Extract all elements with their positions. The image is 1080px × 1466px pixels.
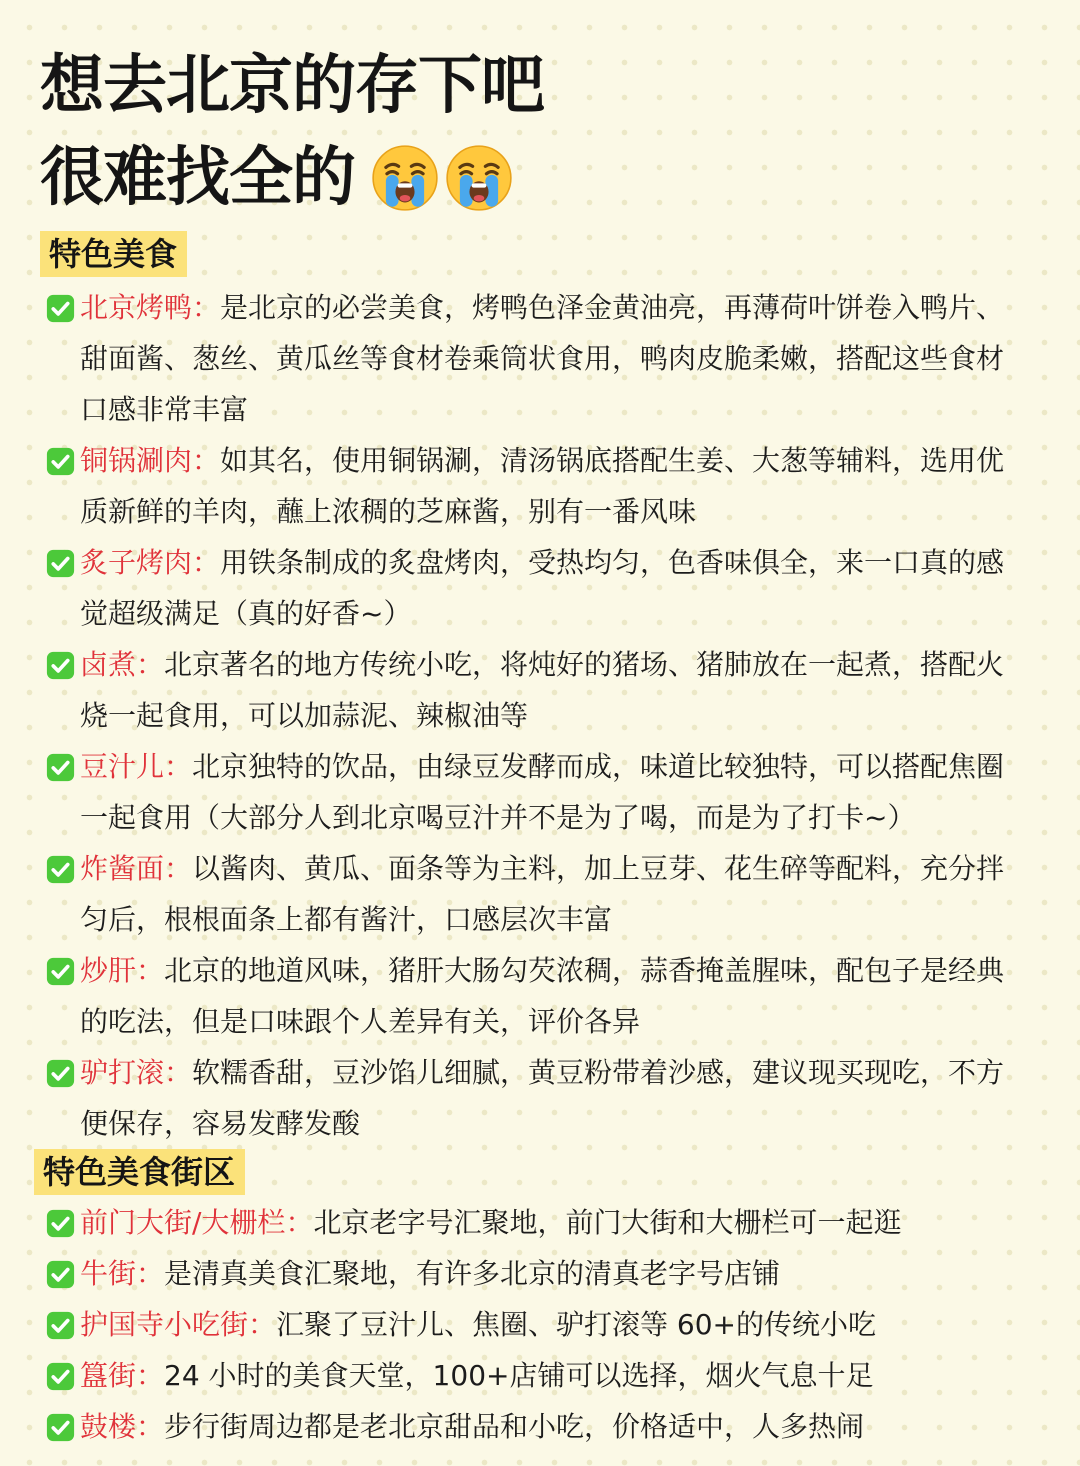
- item-line: [80, 996, 1044, 1047]
- item-name: 卤煮: [80, 648, 137, 681]
- specialty-food-list: [44, 282, 1044, 1149]
- item-line: [80, 384, 1044, 435]
- list-item: [44, 639, 1044, 741]
- list-item: [44, 843, 1044, 945]
- check-mark-button-icon: [46, 1413, 75, 1442]
- check-mark-button-icon: [46, 447, 75, 476]
- item-name: 北京烤鸭: [80, 291, 193, 324]
- item-line: [80, 894, 1044, 945]
- item-text: 一起食用（大部分人到北京喝豆汁并不是为了喝，而是为了打卡~）: [80, 801, 916, 834]
- item-text: 北京独特的饮品，由绿豆发酵而成，味道比较独特，可以搭配焦圈: [192, 750, 1005, 783]
- item-text: 便保存，容易发酵发酸: [80, 1107, 361, 1140]
- item-name-colon: ：: [164, 1056, 193, 1089]
- item-text: 北京的地道风味，猪肝大肠勾芡浓稠，蒜香掩盖腥味，配包子是经典: [164, 954, 1005, 987]
- item-line: [80, 945, 1044, 996]
- item-name-colon: ：: [164, 750, 193, 783]
- item-line: [80, 1299, 1044, 1350]
- item-name-colon: ：: [136, 1410, 165, 1443]
- item-text: 如其名，使用铜锅涮，清汤锅底搭配生姜、大葱等辅料，选用优: [220, 444, 1005, 477]
- item-name-colon: ：: [136, 1257, 165, 1290]
- check-mark-button-icon: [46, 1059, 75, 1088]
- item-text: 汇聚了豆汁儿、焦圈、驴打滚等 60+的传统小吃: [276, 1308, 877, 1341]
- check-mark-button-icon: [46, 651, 75, 680]
- list-item: [44, 741, 1044, 843]
- list-item: [44, 1047, 1044, 1149]
- item-line: [80, 1248, 1044, 1299]
- item-name: 鼓楼: [80, 1410, 137, 1443]
- item-text: 烧一起食用，可以加蒜泥、辣椒油等: [80, 699, 529, 732]
- item-line: [80, 1047, 1044, 1098]
- item-line: [80, 1401, 1044, 1452]
- list-item: [44, 1248, 1044, 1299]
- check-mark-button-icon: [46, 1311, 75, 1340]
- item-line: [80, 639, 1044, 690]
- check-mark-button-icon: [46, 957, 75, 986]
- item-text: 的吃法，但是口味跟个人差异有关，评价各异: [80, 1005, 641, 1038]
- item-line: [80, 282, 1044, 333]
- title-text-2: 很难找全的: [40, 141, 355, 215]
- item-name: 铜锅涮肉: [80, 444, 193, 477]
- list-item: [44, 1401, 1044, 1452]
- item-text: 用铁条制成的炙盘烤肉，受热均匀，色香味俱全，来一口真的感: [220, 546, 1005, 579]
- item-name: 炸酱面: [80, 852, 165, 885]
- item-name: 牛街: [80, 1257, 137, 1290]
- title-line-1: [40, 40, 544, 132]
- item-name-colon: ：: [285, 1206, 314, 1239]
- list-item: [44, 1299, 1044, 1350]
- title-text-1: 想去北京的存下吧: [40, 49, 544, 123]
- list-item: [44, 282, 1044, 435]
- item-name-colon: ：: [192, 291, 221, 324]
- check-mark-button-icon: [46, 294, 75, 323]
- item-name-colon: ：: [136, 1359, 165, 1392]
- item-name: 前门大街/大栅栏: [80, 1206, 286, 1239]
- item-name-colon: ：: [136, 954, 165, 987]
- item-name-colon: ：: [164, 852, 193, 885]
- item-text: 质新鲜的羊肉，蘸上浓稠的芝麻酱，别有一番风味: [80, 495, 697, 528]
- item-line: [80, 1197, 1044, 1248]
- item-line: [80, 588, 1044, 639]
- item-line: [80, 1098, 1044, 1149]
- item-line: [80, 843, 1044, 894]
- item-text: 24 小时的美食天堂，100+店铺可以选择，烟火气息十足: [164, 1359, 874, 1392]
- section-heading-specialty-food: 特色美食: [40, 231, 187, 277]
- item-text: 北京著名的地方传统小吃，将炖好的猪场、猪肺放在一起煮，搭配火: [164, 648, 1005, 681]
- item-text: 北京老字号汇聚地，前门大街和大栅栏可一起逛: [313, 1206, 902, 1239]
- list-item: [44, 537, 1044, 639]
- item-text: 甜面酱、葱丝、黄瓜丝等食材卷乘筒状食用，鸭肉皮脆柔嫩，搭配这些食材: [80, 342, 1005, 375]
- item-name-colon: ：: [192, 444, 221, 477]
- item-name: 豆汁儿: [80, 750, 165, 783]
- item-text: 觉超级满足（真的好香~）: [80, 597, 412, 630]
- item-name-colon: ：: [136, 648, 165, 681]
- section-heading-food-streets: 特色美食街区: [34, 1149, 245, 1195]
- item-name: 簋街: [80, 1359, 137, 1392]
- list-item: [44, 945, 1044, 1047]
- item-line: [80, 435, 1044, 486]
- item-text: 以酱肉、黄瓜、面条等为主料，加上豆芽、花生碎等配料，充分拌: [192, 852, 1005, 885]
- item-name: 护国寺小吃街: [80, 1308, 249, 1341]
- item-line: [80, 741, 1044, 792]
- page-title: [40, 40, 544, 224]
- item-name-colon: ：: [192, 546, 221, 579]
- list-item: [44, 435, 1044, 537]
- check-mark-button-icon: [46, 1362, 75, 1391]
- food-streets-list: [44, 1197, 1044, 1452]
- list-item: [44, 1350, 1044, 1401]
- title-line-2: [40, 132, 544, 224]
- check-mark-button-icon: [46, 753, 75, 782]
- item-text: 口感非常丰富: [80, 393, 249, 426]
- item-name: 炙子烤肉: [80, 546, 193, 579]
- item-text: 是北京的必尝美食，烤鸭色泽金黄油亮，再薄荷叶饼卷入鸭片、: [220, 291, 1005, 324]
- item-name: 炒肝: [80, 954, 137, 987]
- item-line: [80, 792, 1044, 843]
- item-line: [80, 690, 1044, 741]
- check-mark-button-icon: [46, 1209, 75, 1238]
- check-mark-button-icon: [46, 549, 75, 578]
- list-item: [44, 1197, 1044, 1248]
- item-line: [80, 486, 1044, 537]
- item-name-colon: ：: [248, 1308, 277, 1341]
- item-text: 软糯香甜，豆沙馅儿细腻，黄豆粉带着沙感，建议现买现吃，不方: [192, 1056, 1005, 1089]
- item-line: [80, 1350, 1044, 1401]
- item-line: [80, 333, 1044, 384]
- check-mark-button-icon: [46, 1260, 75, 1289]
- item-line: [80, 537, 1044, 588]
- loudly-crying-face-icon: [371, 144, 439, 212]
- item-text: 步行街周边都是老北京甜品和小吃，价格适中，人多热闹: [164, 1410, 865, 1443]
- item-text: 是清真美食汇聚地，有许多北京的清真老字号店铺: [164, 1257, 781, 1290]
- item-text: 匀后，根根面条上都有酱汁，口感层次丰富: [80, 903, 613, 936]
- loudly-crying-face-icon: [445, 144, 513, 212]
- check-mark-button-icon: [46, 855, 75, 884]
- item-name: 驴打滚: [80, 1056, 165, 1089]
